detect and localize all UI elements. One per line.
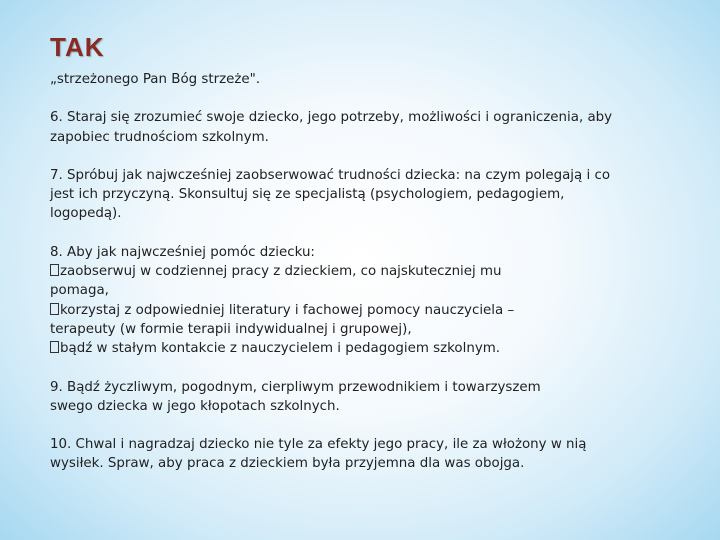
paragraph-intro: 8. Aby jak najwcześniej pomóc dziecku: bbox=[50, 244, 315, 260]
bullet-text: bądź w stałym kontakcie z nauczycielem i pedagogiem szkolnym. bbox=[60, 341, 501, 357]
paragraph-10 bbox=[50, 435, 675, 474]
bullet-box-icon bbox=[50, 303, 59, 315]
bullet-text: zaobserwuj w codziennej pracy z dzieckiem, co najskuteczniej mu bbox=[60, 264, 502, 280]
bullet-continuation: terapeuty (w formie terapii indywidualnej i grupowej), bbox=[50, 321, 412, 337]
paragraph-line: 6. Staraj się zrozumieć swoje dziecko, jego potrzeby, możliwości i ograniczenia, aby bbox=[50, 110, 613, 126]
paragraph-9 bbox=[50, 378, 675, 417]
bullet-box-icon bbox=[50, 264, 59, 276]
paragraph-7 bbox=[50, 166, 675, 224]
bullet-box-icon bbox=[50, 341, 59, 353]
slide-title: TAK bbox=[50, 32, 105, 62]
paragraph-line: 9. Bądź życzliwym, pogodnym, cierpliwym przewodnikiem i towarzyszem bbox=[50, 379, 541, 395]
paragraph-8 bbox=[50, 243, 675, 359]
subtitle-quote bbox=[50, 70, 675, 89]
bullet-item bbox=[50, 339, 675, 358]
paragraph-line: zapobiec trudnościom szkolnym. bbox=[50, 129, 269, 145]
bullet-item bbox=[50, 301, 675, 320]
bullet-text: korzystaj z odpowiedniej literatury i fachowej pomocy nauczyciela – bbox=[60, 302, 515, 318]
paragraph-6 bbox=[50, 108, 675, 147]
paragraph-line: logopedą). bbox=[50, 206, 122, 222]
paragraph-line: swego dziecka w jego kłopotach szkolnych. bbox=[50, 398, 340, 414]
paragraph-line: wysiłek. Spraw, aby praca z dzieckiem była przyjemna dla was obojga. bbox=[50, 456, 525, 472]
paragraph-line: 7. Spróbuj jak najwcześniej zaobserwować trudności dziecka: na czym polegają i co bbox=[50, 167, 611, 183]
slide-content bbox=[50, 70, 675, 493]
bullet-item bbox=[50, 262, 675, 281]
paragraph-line: 10. Chwal i nagradzaj dziecko nie tyle za efekty jego pracy, ile za włożony w nią bbox=[50, 437, 587, 453]
subtitle-line: „strzeżonego Pan Bóg strzeże". bbox=[50, 72, 261, 87]
bullet-continuation: pomaga, bbox=[50, 283, 109, 299]
paragraph-line: jest ich przyczyną. Skonsultuj się ze specjalistą (psychologiem, pedagogiem, bbox=[50, 187, 565, 203]
